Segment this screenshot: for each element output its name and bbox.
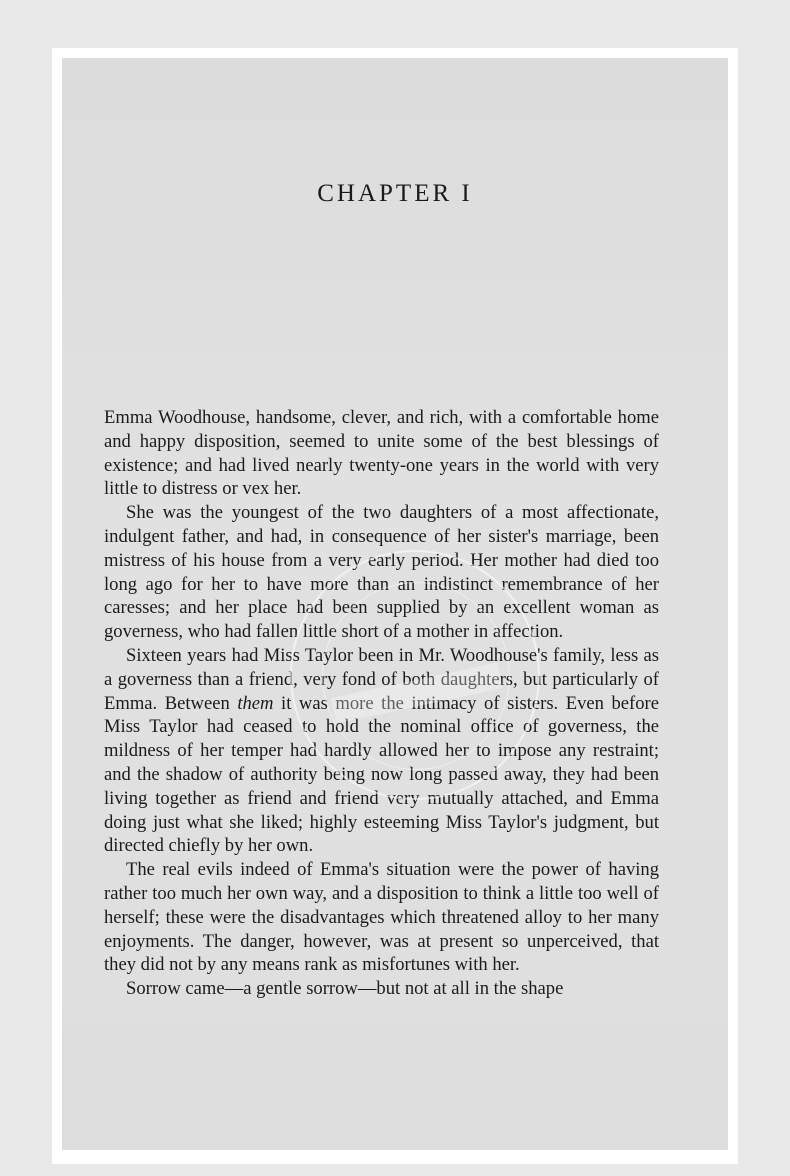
paragraph-2-text: She was the youngest of the two daughters of a most affectionate, indulgent father, and had, in consequence of her sister's marriage, been mistress of his house from a very early period. Her mother had died too long ago for her to have more than an indistinct remembrance of her caresses; and her place had been supplied by an excellent woman as governess, who had fallen little short of a mother in affection.	[104, 502, 659, 643]
paragraph-5	[104, 977, 659, 1001]
photo-frame	[52, 48, 738, 1164]
paragraph-1	[104, 406, 659, 501]
paragraph-4-text: The real evils indeed of Emma's situation were the power of having rather too much her own way, and a disposition to think a little too well of herself; these were the disadvantages which threatened alloy to her many enjoyments. The danger, however, was at present so unperceived, that they did not by any means rank as misfortunes with her.	[104, 859, 659, 976]
paragraph-2	[104, 501, 659, 644]
book-page	[62, 58, 728, 1150]
paragraph-3	[104, 644, 659, 858]
paragraph-3-text-b: it was more the intimacy of sisters. Even before Miss Taylor had ceased to hold the nominal office of governess, the mildness of her temper had hardly allowed her to impose any restraint; and the shadow of authority being now long passed away, they had been living together as friend and friend very mutually attached, and Emma doing just what she liked; highly esteeming Miss Taylor's judgment, but directed chiefly by her own.	[104, 692, 659, 857]
paragraph-3-emphasis: them	[237, 692, 274, 714]
paragraph-4	[104, 858, 659, 977]
paragraph-3-text-a: Sixteen years had Miss Taylor been in Mr. Woodhouse's family, less as a governess than a friend, very fond of both daughters, but particularly of Emma. Between	[104, 644, 659, 714]
paragraph-1-text: Emma Woodhouse, handsome, clever, and rich, with a comfortable home and happy disposition, seemed to unite some of the best blessings of existence; and had lived nearly twenty-one years in the world with very little to distress or vex her.	[104, 407, 659, 500]
paragraph-5-text: Sorrow came—a gentle sorrow—but not at all in the shape	[126, 978, 564, 1000]
chapter-title: CHAPTER I	[317, 180, 473, 207]
chapter-body	[104, 406, 659, 1001]
